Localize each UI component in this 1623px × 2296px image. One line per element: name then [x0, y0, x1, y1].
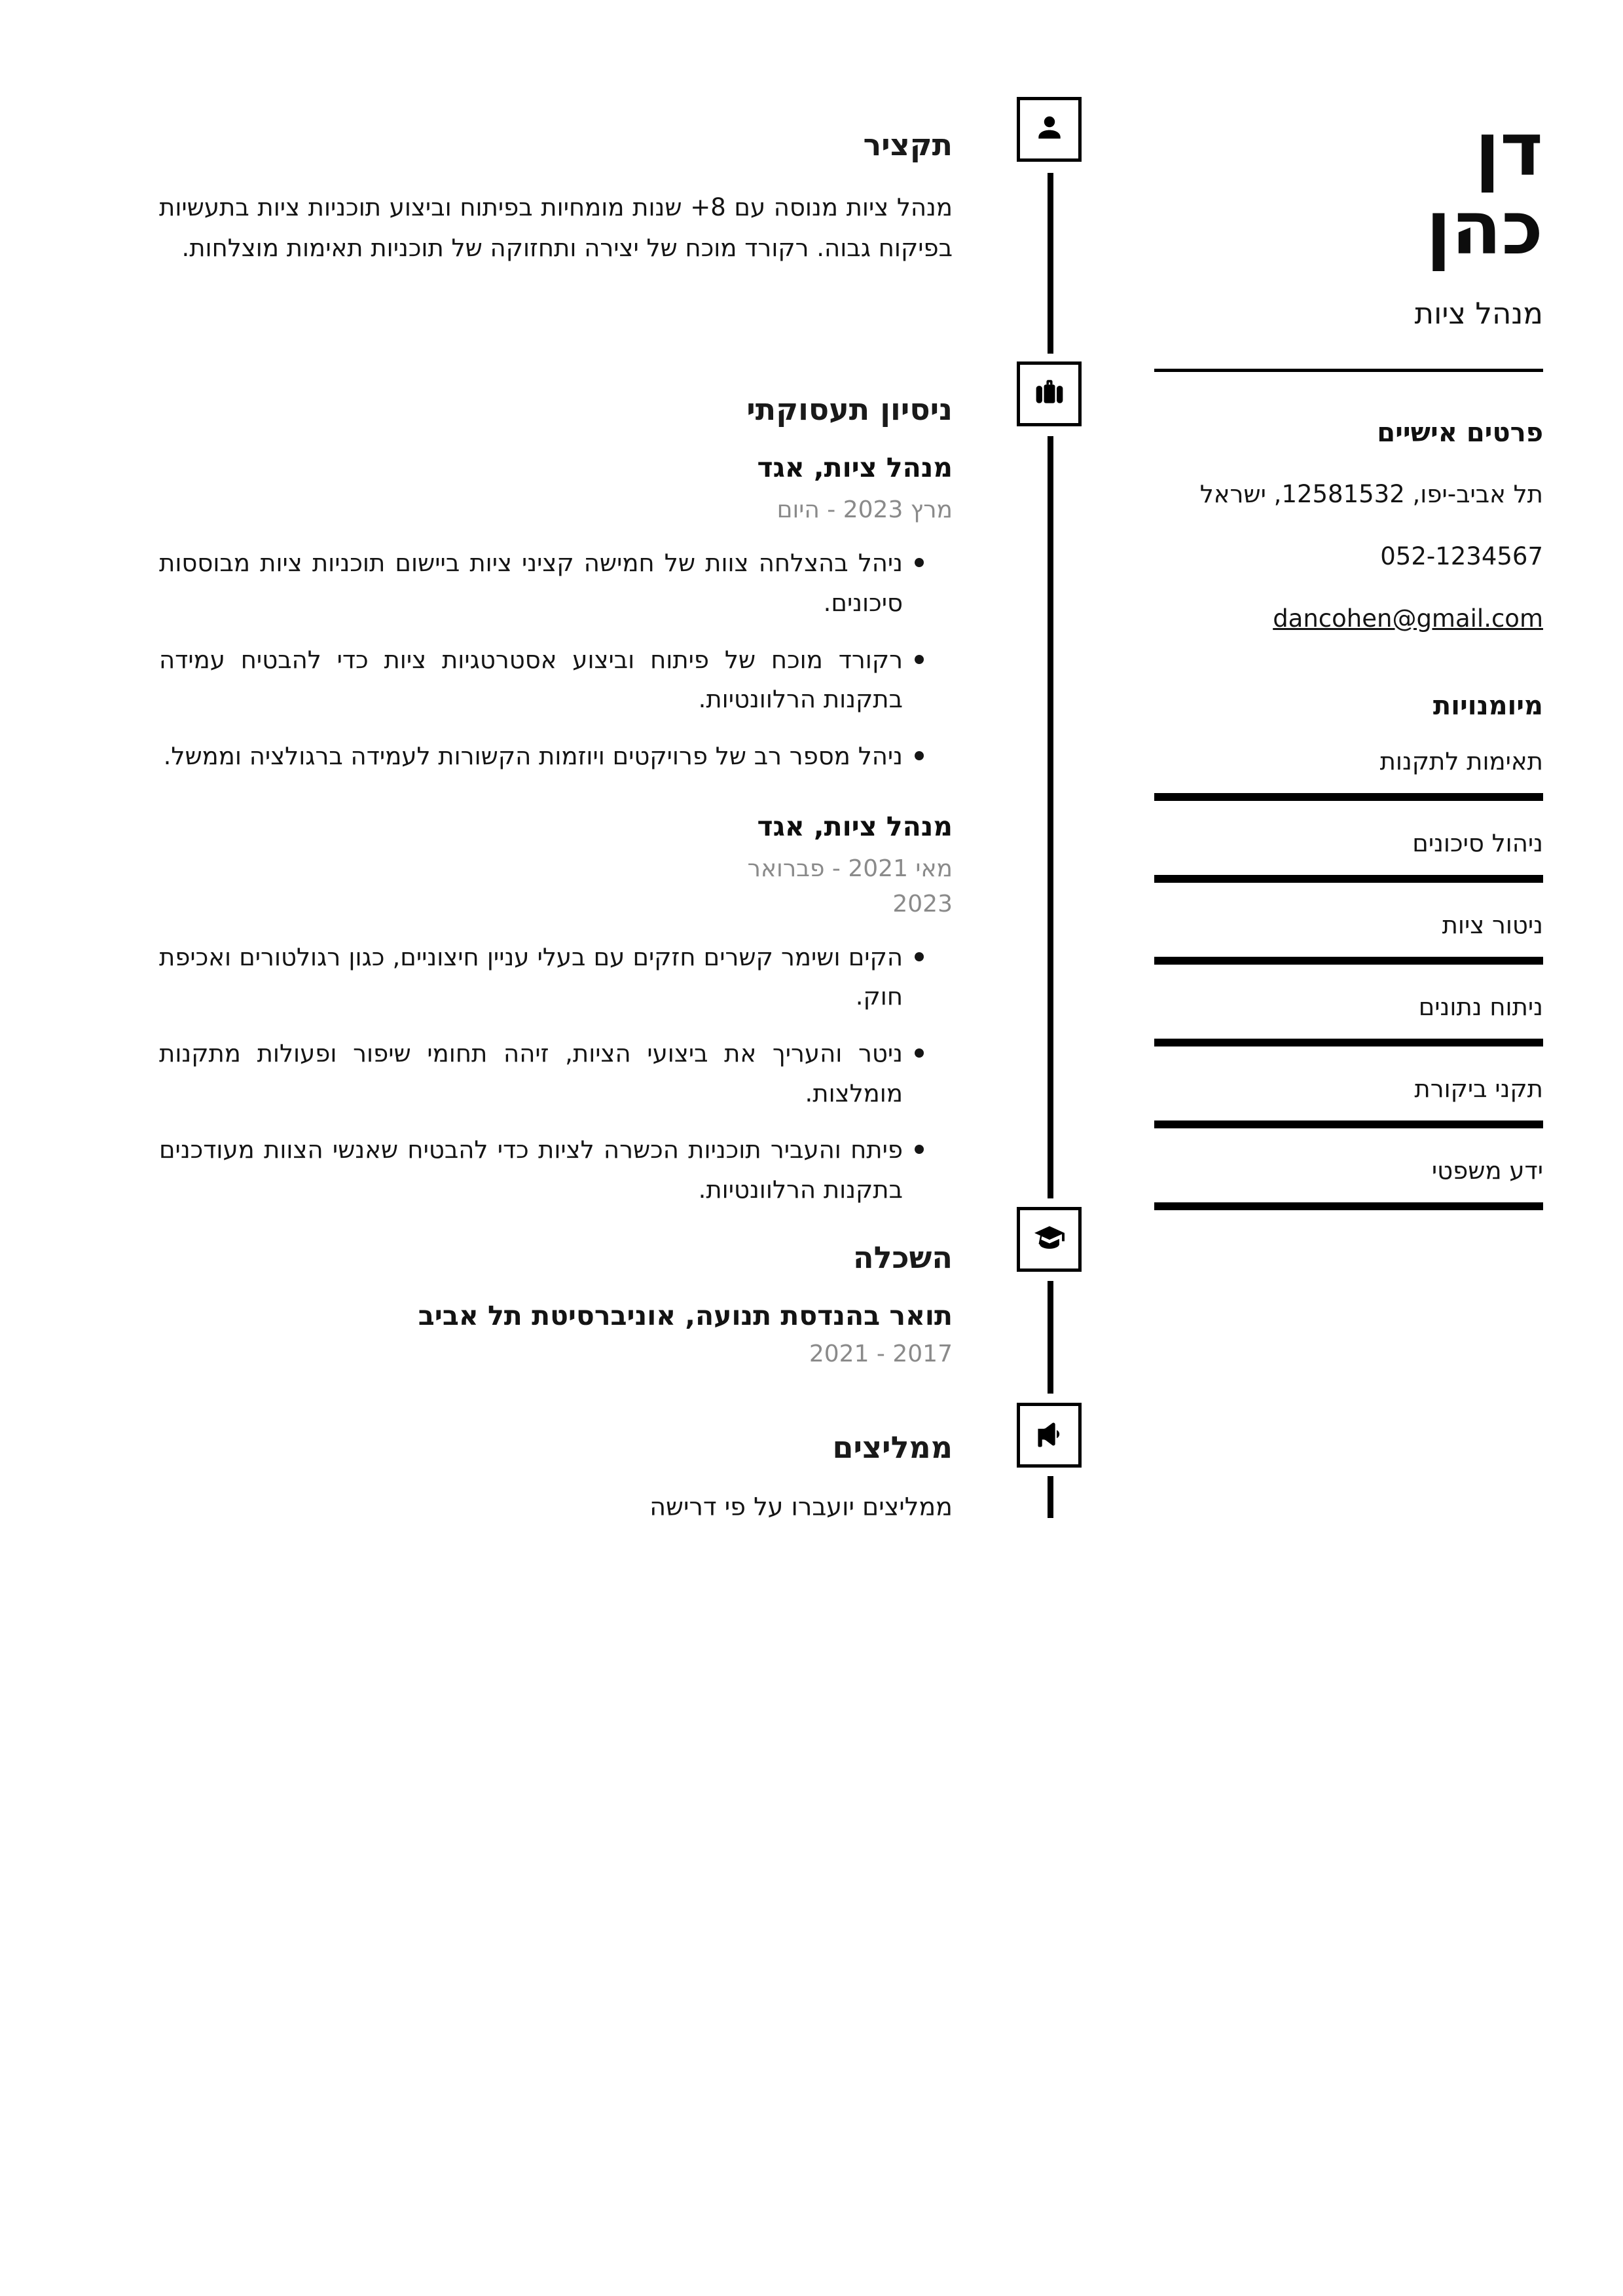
skill-label: ניהול סיכונים: [1412, 828, 1543, 857]
section-education: [159, 1215, 953, 1367]
education-icon-box: [1017, 1207, 1082, 1272]
job-entry: [159, 452, 953, 776]
section-summary: [159, 102, 953, 292]
megaphone-icon: [1032, 1417, 1067, 1454]
references-icon-box: [1017, 1403, 1082, 1468]
email-line: [1154, 603, 1543, 635]
timeline-line-segment: [1048, 1281, 1053, 1394]
section-references: [159, 1405, 953, 1546]
skill-label: תקני ביקורת: [1414, 1074, 1543, 1103]
summary-icon-box: [1017, 97, 1082, 162]
skill-item: [1154, 911, 1543, 965]
job-title: מנהל ציות, אגד: [757, 452, 953, 484]
skill-bar: [1154, 1202, 1543, 1210]
job-title-subtitle: מנהל ציות: [1414, 295, 1543, 331]
bullet-item: פיתח והעביר תוכניות הכשרה לציות כדי להבטיח שאנשי הצוות מעודכנים בתקנות הרלוונטיות.: [159, 1130, 953, 1210]
timeline-line-segment: [1048, 173, 1053, 354]
section-experience: [159, 367, 953, 1210]
job-dates: מאי 2021 - פברואר 2023: [747, 855, 953, 917]
skill-item: [1154, 1157, 1543, 1210]
job-title: מנהל ציות, אגד: [757, 810, 953, 842]
timeline-line-segment: [1048, 1476, 1053, 1518]
timeline-line-segment: [1048, 436, 1053, 1198]
experience-icon-box: [1017, 361, 1082, 426]
personal-details-heading: פרטים אישיים: [1377, 417, 1543, 448]
skill-label: תאימות לתקנות: [1379, 747, 1543, 775]
bullet-item: ניטר והעריך את ביצועי הציות, זיהה תחומי שיפור ופעולות מתקנות מומלצות.: [159, 1034, 953, 1113]
sidebar: [1154, 0, 1543, 1210]
skill-bar: [1154, 793, 1543, 801]
skill-item: [1154, 993, 1543, 1046]
address-text: תל אביב-יפו, 12581532, ישראל: [1199, 479, 1543, 508]
person-icon: [1032, 111, 1067, 148]
skill-bar: [1154, 1120, 1543, 1128]
education-dates: 2017 - 2021: [809, 1341, 953, 1368]
references-heading: ממליצים: [832, 1430, 953, 1466]
bullet-list: [159, 544, 953, 776]
header-divider: [1154, 369, 1543, 372]
name-block: [1154, 107, 1543, 271]
graduation-cap-icon: [1032, 1221, 1067, 1258]
job-dates: מרץ 2023 - היום: [776, 496, 953, 524]
bullet-item: הקים ושימר קשרים חזקים עם בעלי עניין חיצוניים, כגון רגולטורים ואכיפת חוק.: [159, 938, 953, 1017]
skill-item: [1154, 747, 1543, 801]
summary-heading: תקציר: [863, 127, 953, 163]
bullet-item: רקורד מוכח של פיתוח וביצוע אסטרטגיות ציות כדי להבטיח עמידה בתקנות הרלוונטיות.: [159, 640, 953, 720]
skill-bar: [1154, 875, 1543, 883]
education-heading: השכלה: [853, 1240, 953, 1276]
bullet-item: ניהל מספר רב של פרויקטים ויוזמות הקשורות לעמידה ברגולציה וממשל.: [159, 737, 953, 777]
summary-text: מנהל ציות מנוסה עם 8+ שנות מומחיות בפיתוח וביצוע תוכניות ציות בתעשיות בפיקוח גבוה. רקורד מוכח של יצירה ותחזוקה של תוכניות תאימות מוצלחות.: [159, 193, 953, 262]
email-link[interactable]: dancohen@gmail.com: [1273, 604, 1543, 633]
skill-bar: [1154, 1039, 1543, 1046]
last-name: כהן: [1426, 185, 1543, 271]
skill-item: [1154, 829, 1543, 883]
briefcase-icon: [1032, 376, 1067, 413]
bullet-item: ניהל בהצלחה צוות של חמישה קציני ציות ביישום תוכניות ציות מבוססות סיכונים.: [159, 544, 953, 623]
first-name: דן: [1474, 107, 1543, 193]
degree-title: תואר בהנדסת תנועה, אוניברסיטת תל אביב: [418, 1300, 953, 1332]
references-text: ממליצים יועברו על פי דרישה: [649, 1492, 953, 1522]
skill-item: [1154, 1075, 1543, 1128]
skill-label: ידע משפטי: [1431, 1156, 1543, 1185]
bullet-list: [159, 938, 953, 1210]
skills-heading: מיומנויות: [1432, 690, 1543, 721]
skill-label: ניטור ציות: [1442, 910, 1543, 939]
skill-bar: [1154, 957, 1543, 965]
job-entry: [159, 811, 953, 1210]
phone-text: 052-1234567: [1380, 542, 1543, 570]
skill-label: ניתוח נתונים: [1418, 992, 1543, 1021]
experience-heading: ניסיון תעסוקתי: [746, 392, 953, 428]
